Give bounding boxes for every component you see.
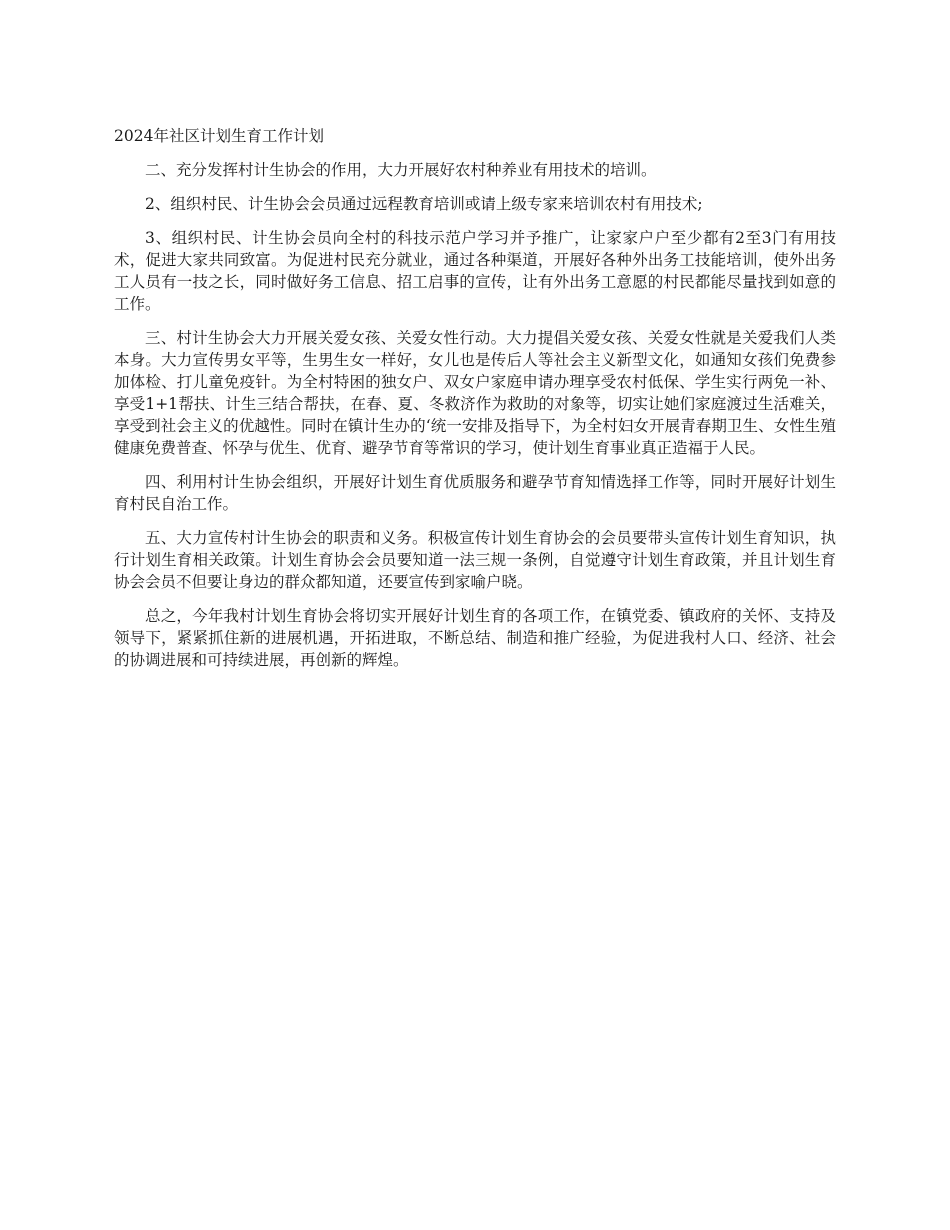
paragraph-section-2: 二、充分发挥村计生协会的作用，大力开展好农村种养业有用技术的培训。 — [145, 161, 657, 179]
paragraph-conclusion: 总之，今年我村计划生育协会将切实开展好计划生育的各项工作，在镇党委、镇政府的关怀、支持及领导下，紧紧抓住新的进展机遇，开拓进取，不断总结、制造和推广经验，为促进我村人口、经济、社会的协调进展和可持续进展，再创新的辉煌。 — [114, 607, 836, 669]
paragraph-section-4: 四、利用村计生协会组织，开展好计划生育优质服务和避孕节育知情选择工作等，同时开展好计划生育村民自治工作。 — [114, 473, 836, 513]
paragraph-item-2: 2、组织村民、计生协会会员通过远程教育培训或请上级专家来培训农村有用技术; — [145, 195, 703, 213]
paragraph-item-3: 3、组织村民、计生协会员向全村的科技示范户学习并予推广，让家家户户至少都有2至3门有用技术，促进大家共同致富。为促进村民充分就业，通过各种渠道，开展好各种外出务工技能培训，使外出务工人员有一技之长，同时做好务工信息、招工启事的宣传，让有外出务工意愿的村民都能尽量找到如意的工作。 — [114, 229, 836, 313]
paragraph-section-3: 三、村计生协会大力开展关爱女孩、关爱女性行动。大力提倡关爱女孩、关爱女性就是关爱我们人类本身。大力宣传男女平等，生男生女一样好，女儿也是传后人等社会主义新型文化，如通知女孩们免费参加体检、打儿童免疫针。为全村特困的独女户、双女户家庭申请办理享受农村低保、学生实行两免一补、享受1+1帮扶、计生三结合帮扶，在春、夏、冬救济作为救助的对象等，切实让她们家庭渡过生活难关，享受到社会主义的优越性。同时在镇计生办的‘统一安排及指导下，为全村妇女开展青春期卫生、女性生殖健康免费普查、怀孕与优生、优育、避孕节育等常识的学习，使计划生育事业真正造福于人民。 — [114, 329, 836, 457]
document-page — [114, 125, 836, 683]
paragraph-section-5: 五、大力宣传村计生协会的职责和义务。积极宣传计划生育协会的会员要带头宣传计划生育知识，执行计划生育相关政策。计划生育协会会员要知道一法三规一条例，自觉遵守计划生育政策，并且计划生育协会会员不但要让身边的群众都知道，还要宣传到家喻户晓。 — [114, 529, 836, 591]
document-title: 2024年社区计划生育工作计划 — [114, 127, 324, 145]
